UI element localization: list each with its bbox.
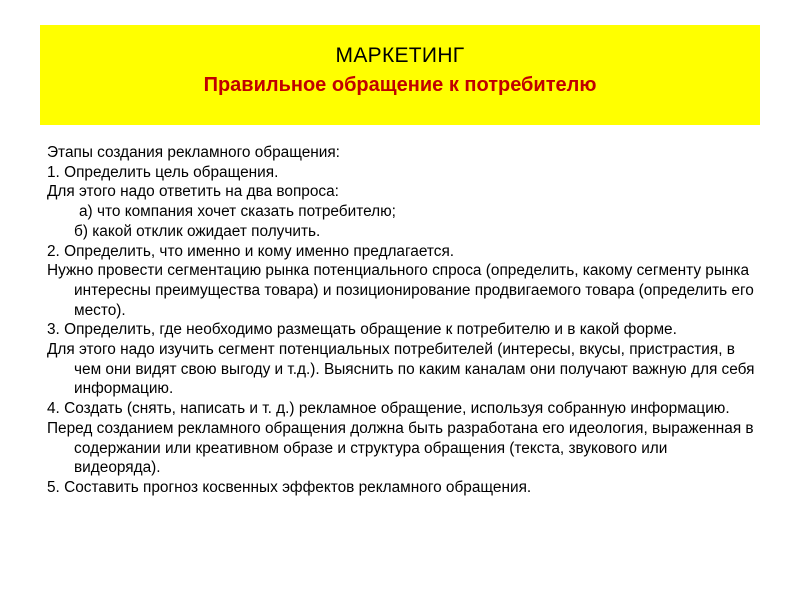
body-paragraph-step-1: 1. Определить цель обращения.	[47, 163, 279, 181]
body-paragraph-step-4: 4. Создать (снять, написать и т. д.) рекламное обращение, используя собранную информацию.	[47, 400, 730, 418]
title-banner	[40, 25, 760, 125]
body-paragraph-step-1-note: Для этого надо ответить на два вопроса:	[47, 183, 339, 201]
body-paragraph-step-2-note: Нужно провести сегментацию рынка потенциального спроса (определить, какому сегменту рынка интересны преимущества товара) и позиционирование продвигаемого товара (определить его место).	[47, 262, 754, 319]
slide-title: МАРКЕТИНГ	[335, 44, 465, 67]
slide-body	[47, 143, 757, 498]
body-paragraph-step-3-note: Для этого надо изучить сегмент потенциальных потребителей (интересы, вкусы, пристрастия, в чем они видят свою выгоду и т.д.). Выяснить по каким каналам они получают важную для себя информацию.	[47, 341, 755, 398]
body-subitem-a: а) что компания хочет сказать потребителю;	[79, 203, 396, 221]
body-paragraph-intro: Этапы создания рекламного обращения:	[47, 144, 340, 161]
body-subitem-b: б) какой отклик ожидает получить.	[74, 222, 321, 240]
body-paragraph-step-3: 3. Определить, где необходимо размещать обращение к потребителю и в какой форме.	[47, 321, 677, 339]
body-paragraph-step-5: 5. Составить прогноз косвенных эффектов рекламного обращения.	[47, 478, 532, 496]
slide-subtitle: Правильное обращение к потребителю	[203, 74, 597, 96]
body-paragraph-step-2: 2. Определить, что именно и кому именно предлагается.	[47, 242, 455, 260]
body-paragraph-step-4-note: Перед созданием рекламного обращения должна быть разработана его идеология, выраженная в содержании или креативном образе и структура обращения (текста, звукового или видеоряда).	[47, 419, 754, 477]
